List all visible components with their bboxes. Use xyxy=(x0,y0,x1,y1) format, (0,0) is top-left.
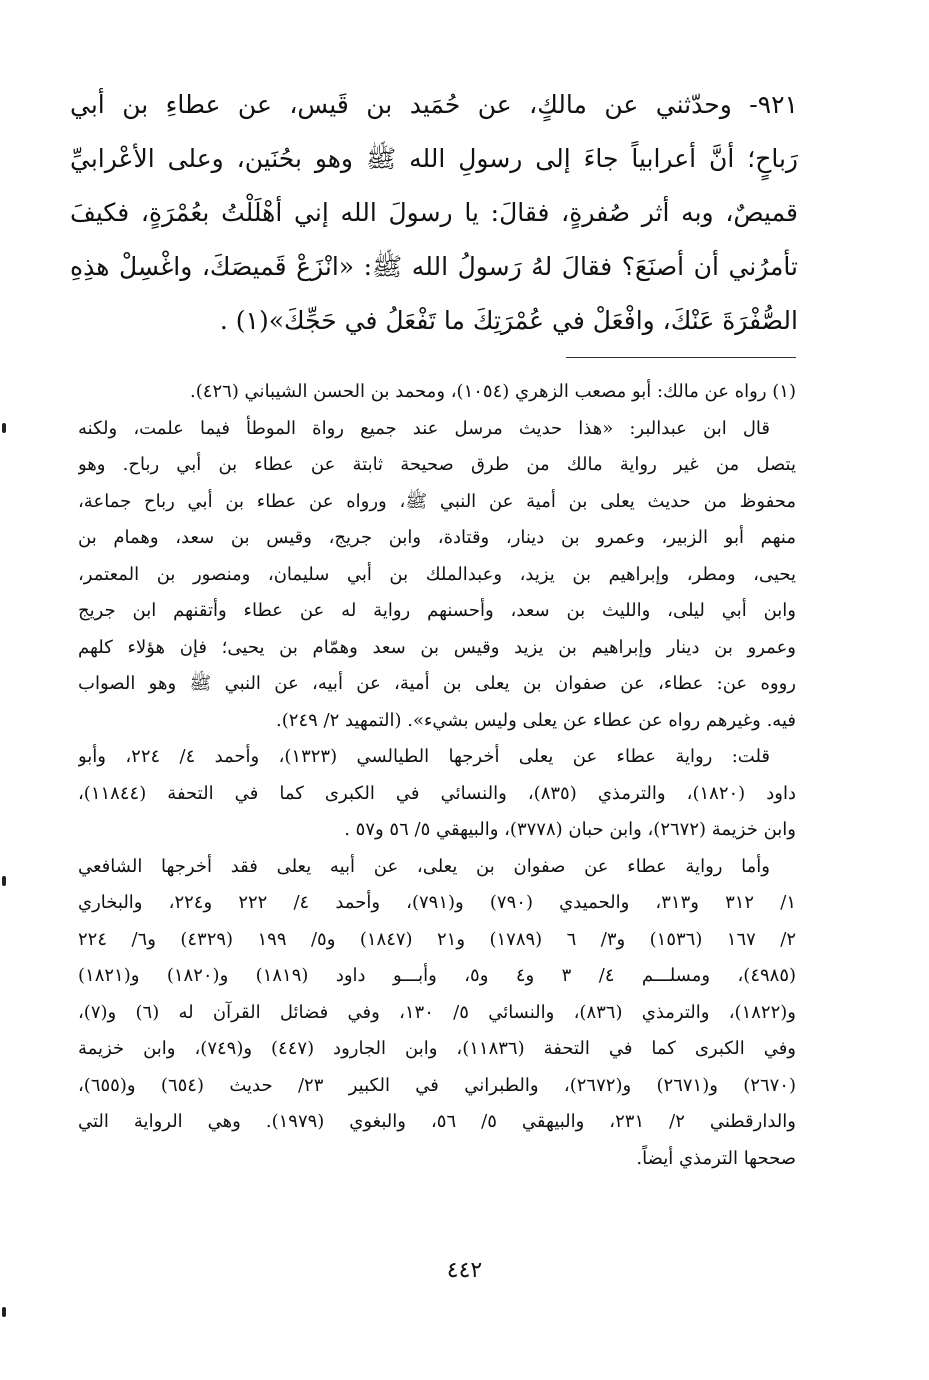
footnote-separator xyxy=(566,357,796,358)
scan-mark xyxy=(2,876,6,886)
footnote-line: (٢٦٧٠) و(٢٦٧١) و(٢٦٧٢)، والطبراني في الكبير ٢٣/ حديث (٦٥٤) و(٦٥٥)، xyxy=(78,1074,796,1096)
hadith-text xyxy=(70,78,798,348)
footnote-line: ٢/ ١٦٧ (١٥٣٦) و٣/ ٦ (١٧٨٩) و٢١ (١٨٤٧) و٥/ ١٩٩ (٤٣٢٩) و٦/ ٢٢٤ xyxy=(78,928,796,950)
footnote-line: وابن أبي ليلى، والليث بن سعد، وأحسنهم رواية له عن عطاء وأتقنهم ابن جريج xyxy=(78,600,796,621)
footnote-line: والدارقطني ٢/ ٢٣١، والبيهقي ٥/ ٥٦، والبغوي (١٩٧٩). وهي الرواية التي xyxy=(78,1111,796,1132)
hadith-line: تأمرُني أن أصنَعَ؟ فقالَ لهُ رَسولُ الله ﷺ: «انْزَعْ قَميصَكَ، واغْسِلْ هذِهِ xyxy=(70,252,798,281)
hadith-line: قميصٌ، وبه أثر صُفرةٍ، فقالَ: يا رسولَ الله إني أهْلَلْتُ بعُمْرَةٍ، فكيفَ xyxy=(70,198,798,227)
hadith-line: رَباحٍ؛ أنَّ أعرابياً جاءَ إلى رسولِ الله ﷺ وهو بحُنَين، وعلى الأعْرابيِّ xyxy=(70,144,798,173)
hadith-line: الصُّفْرَةَ عَنْكَ، وافْعَلْ في عُمْرَتِكَ ما تَفْعَلُ في حَجِّكَ»(١) . xyxy=(219,306,798,335)
page-number: ٤٤٢ xyxy=(446,1258,483,1283)
footnote-line: داود (١٨٢٠)، والترمذي (٨٣٥)، والنسائي في الكبرى كما في التحفة (١١٨٤٤)، xyxy=(78,782,796,804)
hadith-line: ٩٢١- وحدّثني عن مالكٍ، عن حُمَيد بن قَيس، عن عطاءِ بن أبي xyxy=(70,90,798,119)
footnote-line: منهم أبو الزبير، وعمرو بن دينار، وقتادة، وابن جريج، وقيس بن سعد، وهمام بن xyxy=(78,527,796,548)
footnote-line: وأما رواية عطاء عن صفوان بن يعلى، عن أبيه يعلى فقد أخرجها الشافعي xyxy=(78,855,770,877)
footnote-line: وابن خزيمة (٢٦٧٢)، وابن حبان (٣٧٧٨)، والبيهقي ٥/ ٥٦ و٥٧ . xyxy=(344,819,796,840)
footnote-line: (٤٩٨٥)، ومسلـــم ٤/ ٣ و٤ و٥، وأبـــو داود (١٨١٩) و(١٨٢٠) و(١٨٢١) xyxy=(78,965,796,986)
footnote-line: ١/ ٣١٢ و٣١٣، والحميدي (٧٩٠) و(٧٩١)، وأحمد ٤/ ٢٢٢ و٢٢٤، والبخاري xyxy=(78,892,796,913)
scan-mark xyxy=(2,1307,6,1317)
footnote-line: (١) رواه عن مالك: أبو مصعب الزهري (١٠٥٤)، ومحمد بن الحسن الشيباني (٤٢٦). xyxy=(190,381,796,402)
footnote-line: قلت: رواية عطاء عن يعلى أخرجها الطيالسي (١٣٢٣)، وأحمد ٤/ ٢٢٤، وأبو xyxy=(78,746,771,767)
footnote-line: فيه. وغيرهم رواه عن عطاء عن يعلى وليس بشيء». (التمهيد ٢/ ٢٤٩). xyxy=(276,709,796,731)
footnote-line: يحيى، ومطر، وإبراهيم بن يزيد، وعبدالملك بن أبي سليمان، ومنصور بن المعتمر، xyxy=(78,563,796,585)
footnote-line: رووه عن: عطاء، عن صفوان بن يعلى بن أمية، عن أبيه، عن النبي ﷺ وهو الصواب xyxy=(78,673,796,694)
footnote-line: وعمرو بن دينار وإبراهيم بن يزيد وقيس بن سعد وهمّام بن يحيى؛ فإن هؤلاء كلهم xyxy=(78,636,796,658)
footnote-line: يتصل من غير رواية مالك من طرق صحيحة ثابتة عن عطاء بن أبي رباح. وهو xyxy=(78,454,796,475)
footnote-line: وفي الكبرى كما في التحفة (١١٨٣٦)، وابن الجارود (٤٤٧) و(٧٤٩)، وابن خزيمة xyxy=(78,1038,796,1059)
footnote-line: صححها الترمذي أيضاً. xyxy=(636,1147,796,1169)
footnotes xyxy=(78,374,796,1177)
footnote-line: محفوظ من حديث يعلى بن أمية عن النبي ﷺ، ورواه عن عطاء بن أبي رباح جماعة، xyxy=(78,490,796,512)
footnote-line: و(١٨٢٢)، والترمذي (٨٣٦)، والنسائي ٥/ ١٣٠، وفي فضائل القرآن له (٦) و(٧)، xyxy=(78,1001,796,1023)
scan-mark xyxy=(2,423,6,433)
footnote-line: قال ابن عبدالبر: «هذا حديث مرسل عند جميع رواة الموطأ فيما علمت، ولكنه xyxy=(78,417,770,439)
